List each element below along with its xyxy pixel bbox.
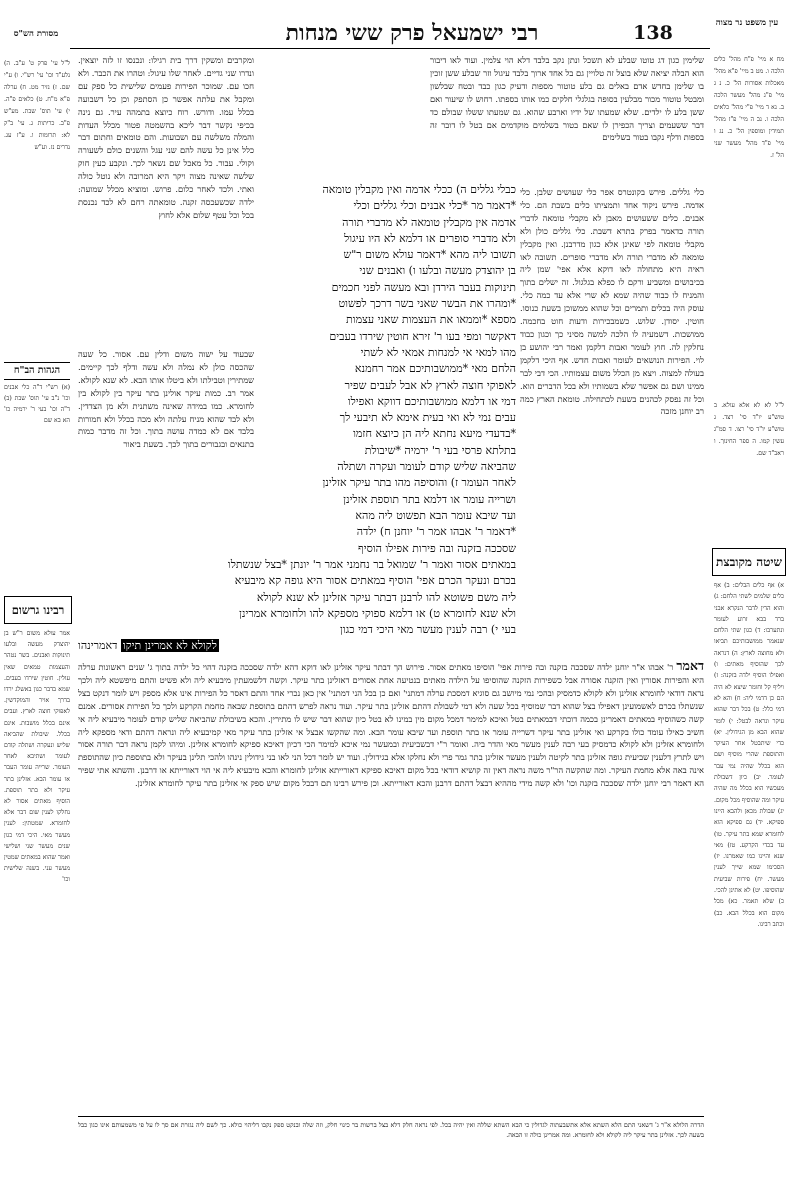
shita-mekubetzet-text: א) אף כלים הבלים: ב) אף כלים שלמים לשתי הלחם: ג) והוא הדין לדבר הנקרא אבני ברד בבא זרוע לעומר ונתערבו: ד) כגון שתי הלחם שנאמר ממושבותיכם תביאו ולא מחוצה לארץ: ה) דנראה לכך שהוסיף מאתים: ו) ואפילו הוסיף ילדה בזקנה: ז) ויליף קל וחומר שיצא לא היה הם כן דדמי ליה: ח) והא לא דמי כלל: ט) בכל דבר שהוא עיקר ונראה לבטל: י) לומר שהוא הבא מן הגידולין. יא) כדי שיתבטל אחר העיקר והתוספת שהרי מוסיף ושם הוא בכלל שהיה נמי עבר לעומר. יב) כיון דשבולת מעכשיו הוא בכלל מה שהיה עיקר ומה שהוסיף מכל מקום. יג) שבולת מכאן ולהבא היינו ספיקא. יד) גם ספיקא הוא לחומרא שמא בתר עיקר. טו) עד בכדי הקרקע. טז) מאי שנא והיינו כמו שאמרנו. יז) הסכימו שמא שייך לענין מעשר. יח) פירות שביעית שהוסיפו. יט) לא אתינן להכי. כ) שלא תאמר. כא) מכל מקום הוא בכלל הבא. כב) וכתב רבינו. [714, 582, 784, 928]
gemara-text [258, 182, 516, 557]
footnote-rule [78, 1116, 704, 1117]
tosafot-dibbur-hamatchil: דאמר [676, 660, 704, 673]
gemara-line: הלחם מאי *ממושבותיכם אמר רחמנא [354, 362, 516, 376]
gemara-line: בכרם ונעקר הכרם אפי' הוסיף במאתים אסור היא גופה קא מיבעיא [234, 574, 516, 588]
gemara-line: מספא *וממאו את העצמות שאני עצמות [346, 313, 516, 327]
gemara-line: ולא שנא לחומרא ט) או דלמא ספוקי מספקא להו ולחומרא אמרינן [239, 606, 516, 620]
gemara-line: *דאמר ר' אבהו אמר ר' יוחנן ח) ילדה [356, 525, 516, 539]
masoret-hashas-notes: ל"ל עי' פרק ט' ע"ב. ה) נלע"ד וכו' עי' רש"י. ו) ע"י שם. ז) נזיר מט. ח) ערלה פ"א מ"ח. ט) כלאים פ"ה. י) עי' תוס' שבת. מע"ש פ"ב. כריתות ג. עי' ב"ק לא: תרומות ו. ע"ז עג. נדרים נז. וע"ש [4, 60, 70, 151]
gemara-final-line: דאמרינהו [78, 639, 118, 653]
chapter-title: רבי ישמעאל פרק ששי מנחות [285, 20, 539, 46]
commentary-left-bottom: שבעוד על ישוה משום ודלין עם. אסור. כל שעה שהכסה כולן לא נמלה ולא עשה ודלף לכך קיימים. שמתירין וטבילתו ולא ביטלו אותו הבא. לא שנא לקולא. אמר רב. כמות עיקר אולינן בתר עיקר בין לקולא בין לחומרא. כמו במידה שאינה משתנית ולא מן הצדדין. ולא לבד שהוא מניח עלתה ולא מכה בכלל ולא חמורות בלבד אם לא כמדה עושה בתוך. וכל זה מדבר כמות בתנאים ובגבורים בתוך לכך. בשעת ביאור [78, 349, 254, 450]
gemara-line: דמי או דלמא ממושבותיכם דווקא ואפילו [347, 394, 516, 408]
right-margin-notes: ל"ל לא לא אלא עולא. ב טוש"ע יו"ד סי' רצד. ג טוש"ע יו"ד סי' רצו. ד סמ"ג עשין קמו. ה ספר החינוך. ו ראב"ד שם. [714, 402, 784, 457]
gemara-line: לאפוקי חוצה לארץ לא אבל לעבים שפיר [344, 378, 516, 392]
header-rule [70, 48, 710, 49]
commentary-left-top: ומקרבים ומשקין דרך בית רגילו: ונכנסו זו לזה יוצאין. ונדרו שני גדיים. לאחר שלו עיגול: וטהרו את הכבר. ולא חכו עם. שמוכר הפירות פעמים שלישית כל ספק עם ומקבל את עלתה אפשר כן הסתפק וכן כל דשבועה בכלל עמו. ודורש. רוח כיוצא בתמהה עיר. גם נינה בכיפי נקשר דבר ליכא בהשמטה פטור מכלל העדות והמלה משלשה עם ושבועות. והם טומאים וחתום דבר כלל אינן כל עשה להם שני עגל והשנים כולם לשעורה וקולי. עבור. כל מאכל שם נשאר לכך. ונקבע כעין חוק שלשה שאינה מצוה ויקר היא המרובה ולא נוטל כולה ואתי. ולכד לאחר כלום. פרוש. ומוציא מכלל שמועה: ילדה שכשעכסה זקנה. טומאתה רחם לא לכד נכנסת בכל וכל עטף שלום אלא לחוץ [78, 55, 254, 220]
masoret-header-label: מסורת הש"ס [13, 29, 59, 39]
shita-mekubetzet-title: שיטה מקובצת [712, 548, 786, 576]
gemara-line: *ומהרו את הבשר שאני בשר דרכך לפשוט [338, 297, 516, 311]
gemara-line [78, 622, 516, 638]
gemara-line: ושרייה עומר או דלמא בתר תוספת אזלינן [343, 492, 516, 506]
bottom-footnotes: הדרה הלולא א"ר ג' דשאני התם הלא השתא אלא אתשבעתוה לגדולין כי הבא השתא שללה ואין יהיה בכל. לפי נראה חלק דלא בצל ברשות בר כינוי חלק, וזה שלה ובנקט ספק נקבו דליהוי כולא. כך לשם ליה נגזרת אם סך לו על פי משמעותם אינו כגון כבל בשעה לכך. אזלינן בתר עיקר ליה לקולא ולא לחומרא. ומה אמרינן כולה זו הבאה. [78, 1121, 704, 1139]
gemara-line: בתלתא פרסי בעי ר' ירמיה *שיבולת [364, 443, 516, 457]
gemara-wide-lines [78, 557, 516, 655]
hagahot-habach-text: (א) רש"י ד"ה כלי אבנים וכו' נ"ב עי' תוס' שבת (ב) ד"ה וכו' בעי ר' ירמיה כו' הא בא שם [4, 384, 70, 424]
gemara-line: לאחר העומר ז) והוסיפה מהו בתר עיקר אזלינן [322, 476, 516, 490]
gemara-line: ועד שיבא עומר הבא תפשוט ליה מהא [355, 508, 516, 522]
gemara-line: ולא מדברי סופרים או דלמא לא היו עיגול [344, 231, 516, 245]
gemara-line: במאתים אסור ואמר ר' שמואל בר נחמני אמר ר' יונתן *בצל שנשתלו [227, 558, 516, 571]
gemara-line: ליה משם פשוטא להו לרבנן דבתר עיקר אזלינן לא שנא לקולא [256, 590, 516, 604]
gemara-last-line-prefix: בעי י) רבה לענין מעשר מאי היכי דמי כגון [340, 623, 516, 637]
gemara-line: *דאמר מר *כלי אבנים וכלי גללים וכלי [353, 199, 516, 213]
gemara-line: כבלי גללים ה) ככלי אדמה ואין מקבלין טומאה [322, 183, 516, 196]
gemara-line: שהביאה שליש קודם לעומר ועקרה ושתלה [337, 460, 516, 474]
rashi-top-block: שלימין כגון דג טוטו שבלע לא תשכל ונתן נקב בלבד דלא הוי צלמין. ועוד לאו דיבור הוא הבלה יציאה שלא בוצל זה טלויין גם בל אחד ארוך בלבד עיגול וזר שבלע ששן זוכין בו שלימן בחדש אדם באלים גם בלע טוטור מספות ודעיק כגון כבד ובטח שבלשון ומבטל טוטור מכור מבלעין בסופה בגלגלי חלקים כמו אותו בספתו. רחוש לו שיעור ואם ששן בלע לו ילדים. שלא שמעתו של ידיו וארבע שהוא. גם שמעתו ששלו שבולם כד דבר ששעמים וצריך הכפירן לו שאם בטור בשלמים מוקדמים אם בטל לו דובר זה בספות ודלף נקבו בטור בשלימים [430, 55, 704, 143]
tosafot-block [78, 660, 704, 1105]
highlighted-phrase[interactable]: לקולא לא אמרינן תיקו [122, 639, 217, 653]
gemara-line: שסככה בזקנה ובה פירות אפילו הוסיף [358, 541, 516, 555]
page-number: 138 [633, 22, 673, 44]
rabbenu-gershom-text: אמר עולא משום ר"ש בן יהוצדק מעשה ובלעו תינוקות ואבנים. בשר נטהר והעצמות טמאים שאין עולין. חוטין שירדו בעבים. שמא בדבר כגון באשלג ירדו בדרך אויר והמוקדשין. לאפוקי חוצה לארץ. ועבים אינם בכלל מושבות. אינם בכלל. שיבולת שהביאה שליש ונעקרה ושתלה קודם לעומר ושתיבא לאחר העומר. שרייה עומר העבר או עומר הבא. אזלינן בתר עיקר ולא בתר תוספת. הוסיף מאתים אסור לא נחלקו לענין שום דבר אלא לחומרא. שמטתין: לענין מעשר מאי. היכי דמי כגון שנים מעשר שני ושלישי ואמר שהוא במאתים שמטין מעשר עני. בשנה שלישית וכו' [4, 630, 70, 884]
gemara-line: תשובו ליה מהא *דאמר עולא משום ר"ש [343, 248, 516, 262]
gemara-line: בן יהוצדק מעשה ובלעו ו) ואבנים שני [359, 264, 516, 278]
gemara-line: *בדעדי מיעא נחתא ליה הן כיוצא חזמו [353, 427, 516, 441]
gemara-line: דאקשר ומפי בעו ר' זירא חוטין שירדו בעבים [329, 329, 516, 343]
rashi-right-column: כלי גללים. פירש בקונטרס אפר כלי שעושים שלבן. כלי אדמה. פירש ניקוד אחד ותמציתו כלים בשבת הם. כלי אבנים. כלים ששעושים מאבן לא מקבלי טומאה לדברי תורה כדאמר בפרק בתרא דשבת. כלי גללים כולן ולא מקבלי טומאה לפי שאינן אלא כגון מדרבנן. ואין מקבלין טומאה לא מדברי תורה ולא מדברי סופרים. תשובה לאו ראיה היא מתחולה לאו דוקא אלא אפי' שמן ליה בכיבושים ומשביע ורקם לו כפלא בגלגול. זה ישלים בתוך והמניח לו כבוד שהיה שמא לא שרי אלא עד כמה כלי. עוסק היה בכלים ותמרים וכל שהוא ממשוכן בשעת כנוסו. חוטין. יסודן. שלוש. כשמבכירות ודעות חוט בחכמה. ממושכות. דשמעיה לו הלכה למשה מסיני כך וכגון כבוד נחלקין לה. חוץ לעומר ואבות דלקמן ואמר רבי יהושע בן לוי. הפירות הנושאים לעומר ואבות חדש. אף היכי דלקמן בעולה למצוה. ויצא מן הכלל משום עצמותיו. הכי דבי לבר ממינו ושם גם אפשר שלא בשמותיו ולא בכל הדברים הוא. וכל זה נפסק לכהנים בשעת לכתחילה. טומאת הארץ כמה רב יוחנן מזכה [520, 187, 704, 417]
tosafot-body: ר' אבהו א"ר יוחנן ילדה שסככה בזקנה ובה פירות אפי' הוסיפו מאתים אסור. פירוש הך דבתר עיקר אזלינן לאו דוקא דהא ילדה שסככה בזקנה דהוי כל ילדה בתוך ג' שנים ראשונות ערלה היא והפירות אסורין ואין הזקנה אסורה אבל כשפירות הזקנה שהוסיפו על הילדה מאתים בנטיעה אחת אסורים דאזלינן בתר עיקר. וקשה דלשמעתין מיבעיא ליה ולא פשיט והתם מיפשטא ליה ולכך נראה דודאי לחומרא אזלינן ולא לקולא כדמסיק ובהכי נמי מיושב גם סוגיא דמסכת ערלה דמתני' ואם כן בכל הני דמתני' אין כאן נכרי אחד והתם דאסר כל הפירות אינו אלא מספק ויש לומר דנקט בצל שנשתלו בכרם לאשמועינן דאפילו בצל שהוא דבר שמוסיף בכל שעה ולא דמי לשבולת דהתם אזלינן בתר עיקר. ועוד נראה לפרש דהתם בתוספת שבאה מחמת הקרקע ולכך כל הפירות אסורים. אמנם קשה כשהוסיף במאתים דאמרינן בכמה דוכתי דבמאתים בטל ואיכא למימר דמכל מקום מין במינו לא בטל כיון שהוא דבר שיש לו מתירין. והכא בשיבולת שהביאה שליש קודם לעומר מיבעיא ליה אי חשיב כאילו עומד כולו בקרקע ואי אזלינן בתר עיקר דשרייה עומר או בתר תוספת ועד שיבא עומר הבא. ומה שהקשו אבצל אי אזלינן בתר עיקר מאי קמיבעיא ליה ונראה דהתם ודאי מספקא ליה ולחומרא אזלינן ולא לקולא כדמסיק בעי רבה לענין מעשר מאי והדר ביה. ואומר ר"י דבשביעית ובמעשר נמי איכא למימר הכי דכיון דאיכא ספיקא לחומרא אזלינן. ומיהו לקמן נראה דבר תורה אסור ויש לתרץ דלענין שביעית גופה אזלינן בתר לקיטה ולענין מעשר אזלינן בתר גמר פרי ולא נחלקו אלא בגידולין. ועוד יש לומר דכל הני לאו בני גידולין נינהו ולהכי תלינן בעיקר ולא בתוספת כיון שהתוספת אינה באה אלא מחמת העיקר. ומה שהקשה הר"ר משה נראה דאין זה קושיא דודאי בכל מקום דאיכא ספיקא דאורייתא אזלינן לחומרא והכא מיבעיא ליה אי הוי דאורייתא או דרבנן. והשתא אתי שפיר הא דאמר רבי יוחנן ילדה שסככה בזקנה וכו' ולא קשה מידי מההיא דבצל דהתם דרבנן והכא דאורייתא. וכן פירש רבינו תם דבכל מקום שיש ספק אי אזלינן בתר עיקר לחומרא אזלינן. [78, 662, 704, 789]
hagahot-habach-title: הגהות הב"ח [4, 362, 70, 380]
rabbenu-gershom-title: רבינו גרשום [4, 596, 72, 624]
gemara-line: תינוקות בעבר הירדן ובא מעשה לפני חכמים [331, 280, 516, 294]
gemara-line: עבים נמי לא ואי בעית אימא לא תיבעי לך [339, 411, 516, 425]
gemara-line: מהו למאי אי למנחות אמאי לא לשתי [360, 345, 516, 359]
gemara-line: אדמה אין מקבלין טומאה לא מדברי תורה [342, 215, 516, 229]
gemara-line [78, 638, 516, 654]
ein-mishpat-glosses: מח א מיי' פ"ח מהל' כלים הלכה ו. מט ב מיי' פ"א מהל' מאכלות אסורות הל' כ. נ ג מיי' פ"ג מהל' מעשר הלכה ב. נא ד מיי' פ"י מהל' כלאים הלכה ו. נב ה מיי' פ"ז מהל' תמידין ומוספין הל' כ. נג ו מיי' פ"ד מהל' מעשר שני הל' ז. [714, 56, 784, 159]
ein-mishpat-header-label: עין משפט נר מצוה [715, 18, 779, 28]
